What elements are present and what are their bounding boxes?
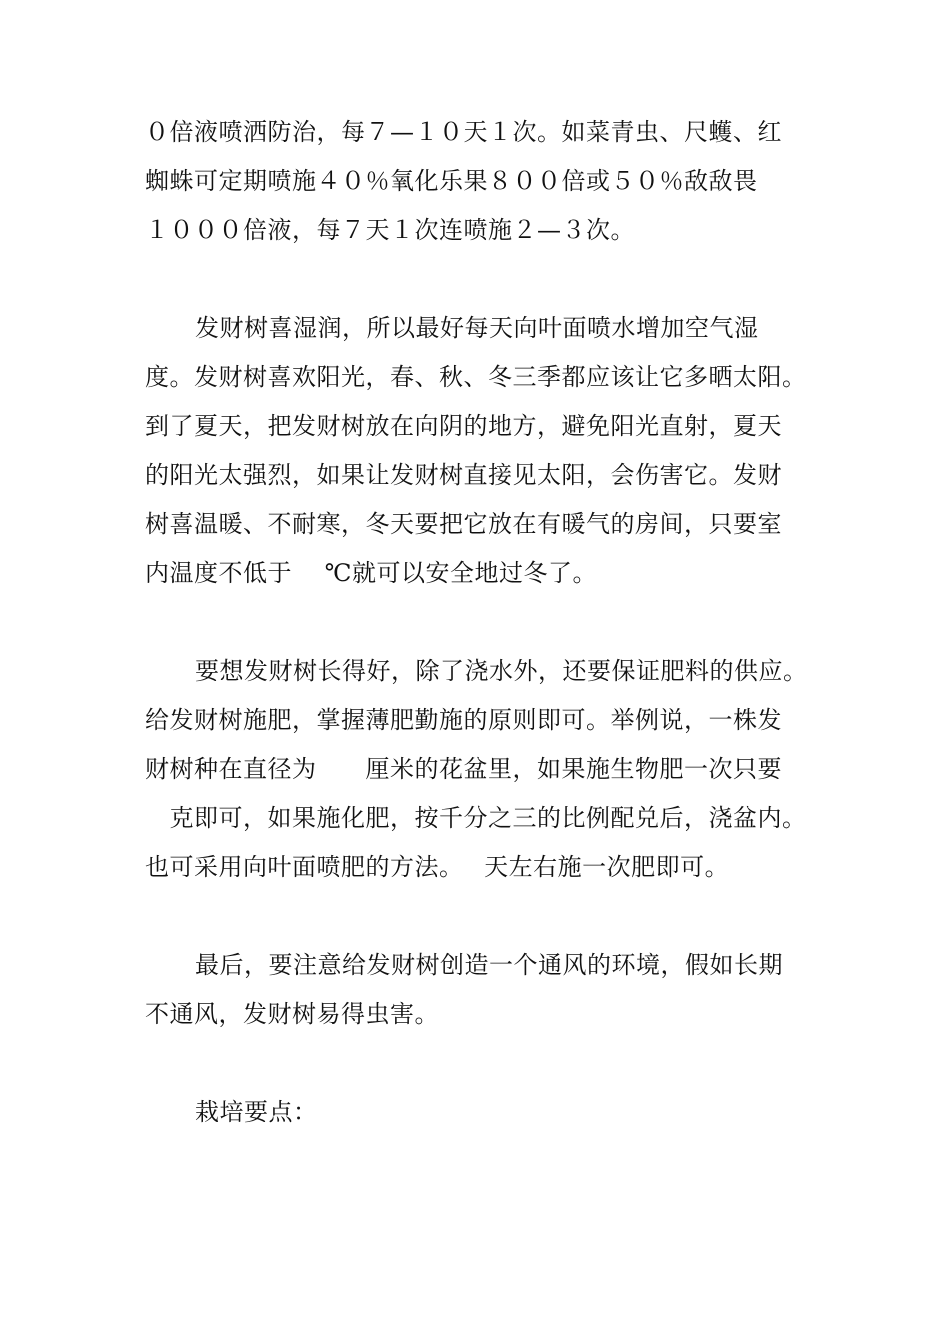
- text-line: 最后，要注意给发财树创造一个通风的环境，假如长期: [195, 951, 783, 979]
- text-line: 要想发财树长得好，除了浇水外，还要保证肥料的供应。: [195, 657, 808, 685]
- document-page: [145, 108, 813, 1137]
- paragraph-fertilizing: [145, 647, 813, 892]
- text-line: 内温度不低于 ℃就可以安全地过冬了。: [145, 559, 597, 587]
- text-line: 度。发财树喜欢阳光，春、秋、冬三季都应该让它多晒太阳。: [145, 363, 807, 391]
- paragraph-pest-control: [145, 108, 813, 255]
- text-line: 的阳光太强烈，如果让发财树直接见太阳，会伤害它。发财: [145, 461, 782, 489]
- paragraph-gap: [145, 598, 813, 647]
- text-line: １０００倍液，每７天１次连喷施２—３次。: [145, 216, 635, 244]
- text-line: 也可采用向叶面喷肥的方法。 天左右施一次肥即可。: [145, 853, 730, 881]
- paragraph-gap: [145, 255, 813, 304]
- text-line: 不通风，发财树易得虫害。: [145, 1000, 439, 1028]
- paragraph-gap: [145, 892, 813, 941]
- text-line: 到了夏天，把发财树放在向阴的地方，避免阳光直射，夏天: [145, 412, 782, 440]
- paragraph-humidity-light: [145, 304, 813, 598]
- text-line: 栽培要点：: [195, 1098, 318, 1126]
- text-line: 克即可，如果施化肥，按千分之三的比例配兑后，浇盆内。: [145, 804, 807, 832]
- text-line: 给发财树施肥，掌握薄肥勤施的原则即可。举例说，一株发: [145, 706, 782, 734]
- paragraph-gap: [145, 1039, 813, 1088]
- section-heading-cultivation-points: [145, 1088, 813, 1137]
- text-line: 树喜温暖、不耐寒，冬天要把它放在有暖气的房间，只要室: [145, 510, 782, 538]
- text-line: 蜘蛛可定期喷施４０％氧化乐果８００倍或５０％敌敌畏: [145, 167, 758, 195]
- text-line: 发财树喜湿润，所以最好每天向叶面喷水增加空气湿: [195, 314, 759, 342]
- text-line: ０倍液喷洒防治，每７—１０天１次。如菜青虫、尺蠖、红: [145, 118, 782, 146]
- text-line: 财树种在直径为 厘米的花盆里，如果施生物肥一次只要: [145, 755, 782, 783]
- paragraph-ventilation: [145, 941, 813, 1039]
